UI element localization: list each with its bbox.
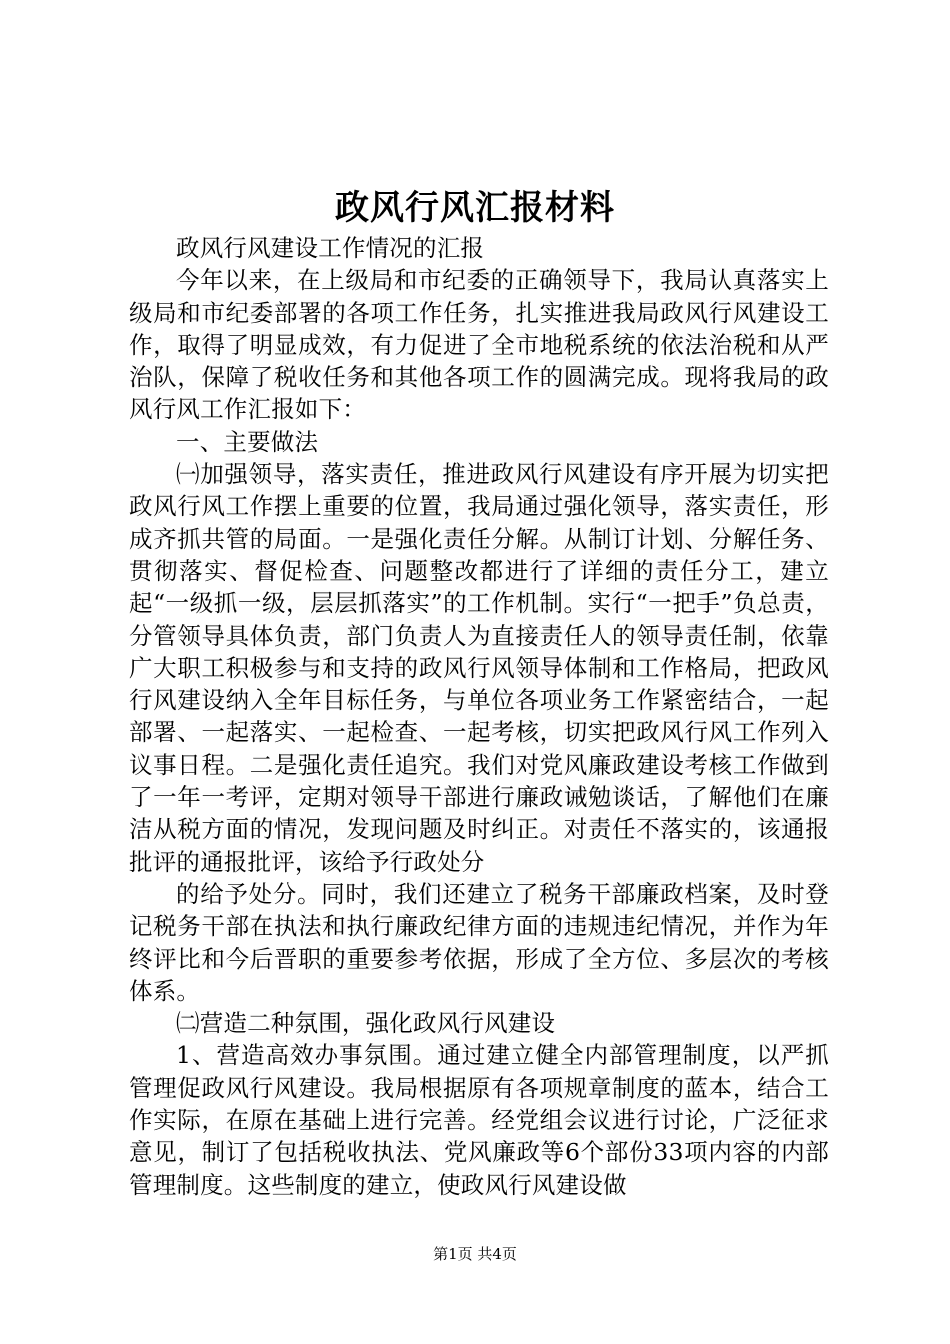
- document-body: [129, 232, 829, 1201]
- paragraph-strengthen-leadership: ㈠加强领导，落实责任，推进政风行风建设有序开展为切实把政风行风工作摆上重要的位置，我局通过强化领导，落实责任，形成齐抓共管的局面。一是强化责任分解。从制订计划、分解任务、贯彻落实、督促检查、问题整改都进行了详细的责任分工，建立起“一级抓一级，层层抓落实”的工作机制。实行“一把手”负总责，分管领导具体负责，部门负责人为直接责任人的领导责任制，依靠广大职工积极参与和支持的政风行风领导体制和工作格局，把政风行风建设纳入全年目标任务，与单位各项业务工作紧密结合，一起部署、一起落实、一起检查、一起考核，切实把政风行风工作列入议事日程。二是强化责任追究。我们对党风廉政建设考核工作做到了一年一考评，定期对领导干部进行廉政诫勉谈话，了解他们在廉洁从税方面的情况，发现问题及时纠正。对责任不落实的，该通报批评的通报批评，该给予行政处分: [129, 460, 829, 876]
- subsection-heading-two-atmospheres: ㈡营造二种氛围，强化政风行风建设: [176, 1009, 556, 1038]
- document-title: 政风行风汇报材料: [335, 188, 615, 228]
- paragraph-subtitle: 政风行风建设工作情况的汇报: [176, 234, 485, 262]
- section-heading-main-practices: 一、主要做法: [176, 427, 319, 456]
- paragraph-integrity-files: 的给予处分。同时，我们还建立了税务干部廉政档案，及时登记税务干部在执法和执行廉政纪律方面的违规违纪情况，并作为年终评比和今后晋职的重要参考依据，形成了全方位、多层次的考核体系。: [129, 879, 829, 1005]
- paragraph-efficient-atmosphere: 1、营造高效办事氛围。通过建立健全内部管理制度，以严抓管理促政风行风建设。我局根据原有各项规章制度的蓝本，结合工作实际，在原在基础上进行完善。经党组会议进行讨论，广泛征求意见，制订了包括税收执法、党风廉政等6个部份33项内容的内部管理制度。这些制度的建立，使政风行风建设做: [129, 1041, 829, 1199]
- paragraph-intro: 今年以来，在上级局和市纪委的正确领导下，我局认真落实上级局和市纪委部署的各项工作任务，扎实推进我局政风行风建设工作，取得了明显成效，有力促进了全市地税系统的依法治税和从严治队，保障了税收任务和其他各项工作的圆满完成。现将我局的政风行风工作汇报如下：: [129, 266, 829, 424]
- page-number-footer: 第1页 共4页: [433, 1245, 517, 1263]
